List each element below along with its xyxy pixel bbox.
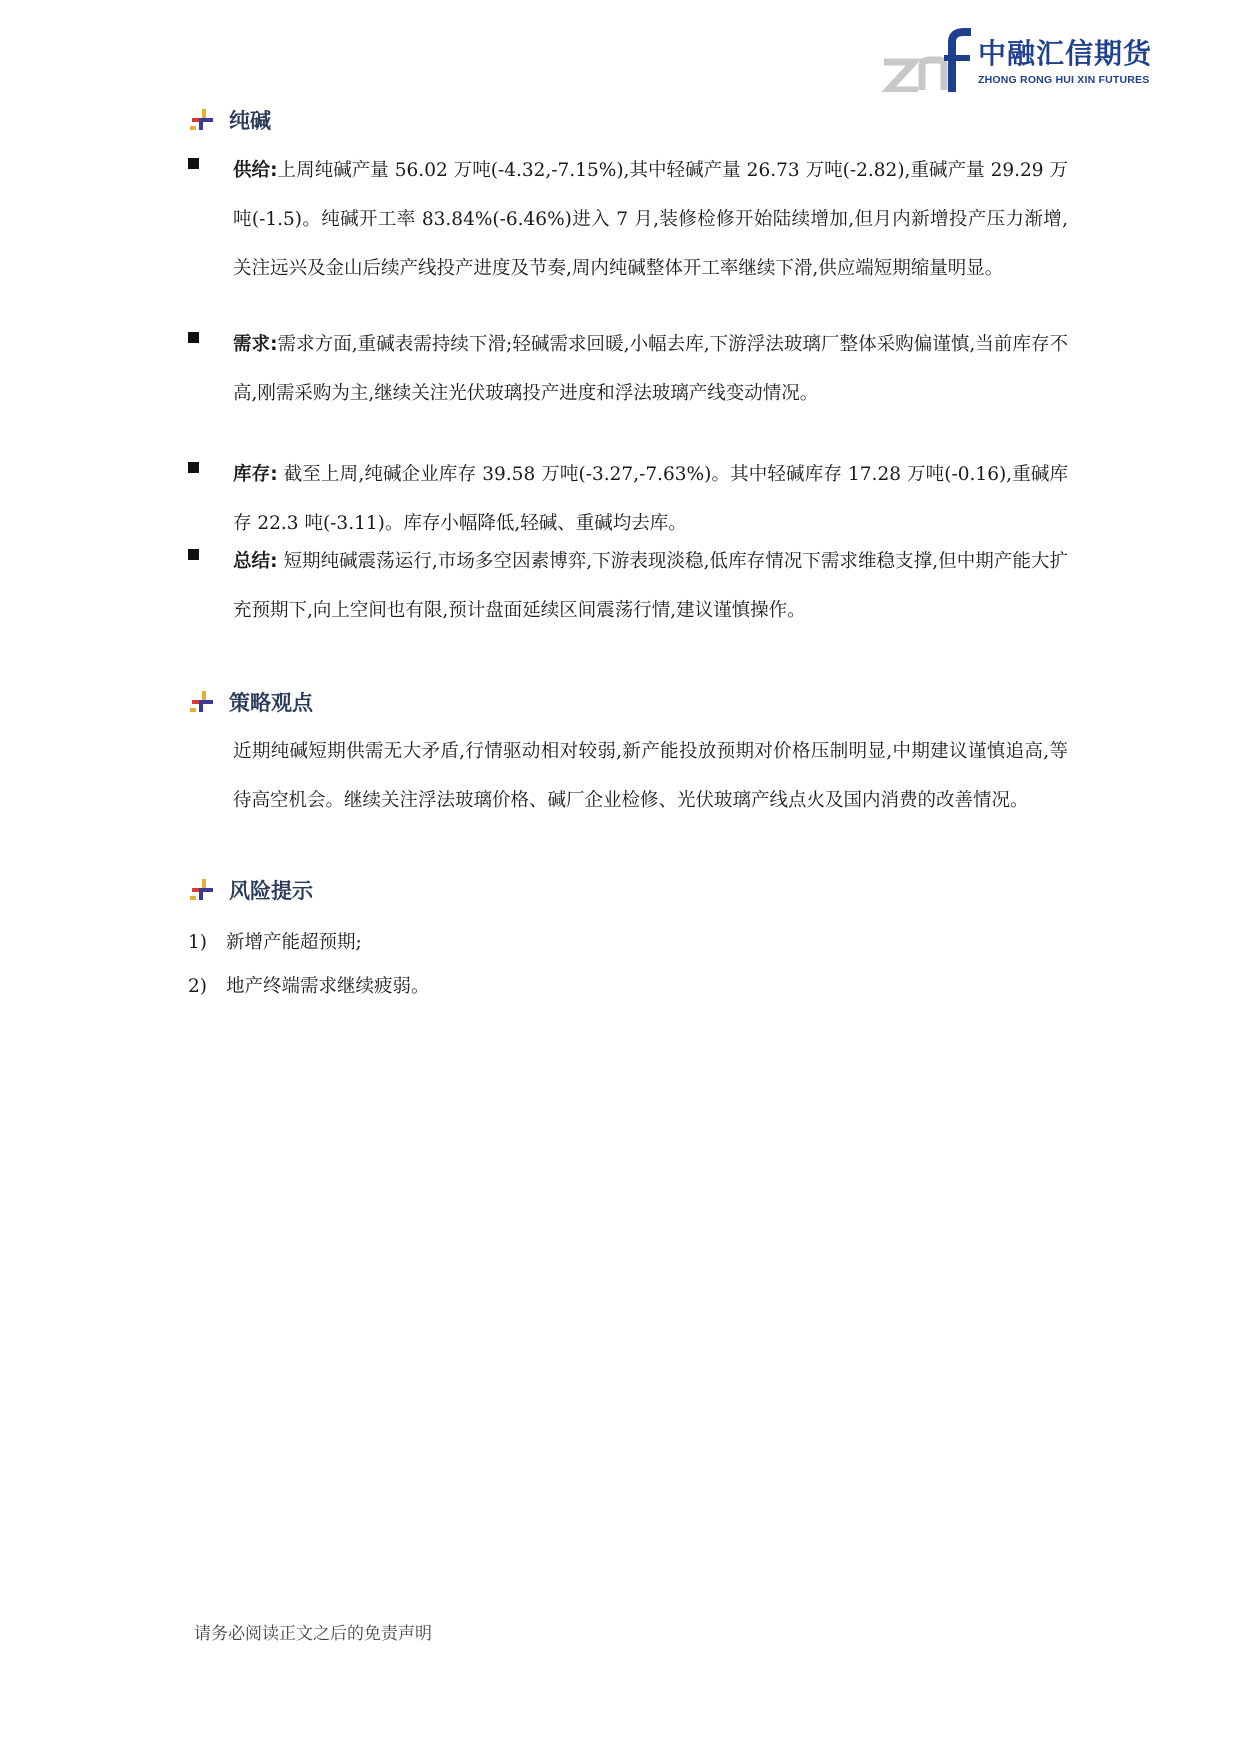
bullet-label: 总结: — [233, 551, 278, 572]
bullet-demand — [188, 320, 1068, 418]
section-heading-soda — [188, 104, 271, 136]
risk-item-text: 新增产能超预期; — [226, 932, 362, 953]
section-title: 纯碱 — [229, 109, 271, 133]
company-logo — [880, 28, 1160, 92]
section-heading-risk — [188, 874, 313, 906]
bullet-summary — [188, 537, 1068, 635]
section-heading-strategy — [188, 686, 313, 718]
risk-item-number: 2) — [188, 976, 207, 997]
risk-item-number: 1) — [188, 932, 207, 953]
square-bullet-icon — [188, 549, 199, 560]
cross-bullet-icon — [188, 877, 214, 903]
risk-item — [188, 928, 362, 954]
bullet-text: 短期纯碱震荡运行,市场多空因素博弈,下游表现淡稳,低库存情况下需求维稳支撑,但中期产能大扩充预期下,向上空间也有限,预计盘面延续区间震荡行情,建议谨慎操作。 — [233, 551, 1068, 621]
section-title: 风险提示 — [229, 879, 313, 903]
logo-english-name: ZHONG RONG HUI XIN FUTURES — [978, 74, 1150, 86]
znf-logo-mark-icon — [880, 28, 972, 92]
bullet-label: 需求: — [233, 334, 278, 355]
risk-item — [188, 972, 430, 998]
cross-bullet-icon — [188, 689, 214, 715]
bullet-label: 供给: — [233, 160, 278, 181]
strategy-paragraph: 近期纯碱短期供需无大矛盾,行情驱动相对较弱,新产能投放预期对价格压制明显,中期建议谨慎追高,等待高空机会。继续关注浮法玻璃价格、碱厂企业检修、光伏玻璃产线点火及国内消费的改善情况。 — [233, 741, 1068, 811]
section-title: 策略观点 — [229, 691, 313, 715]
bullet-label: 库存: — [233, 464, 278, 485]
cross-bullet-icon — [188, 107, 214, 133]
disclaimer-footer: 请务必阅读正文之后的免责声明 — [194, 1624, 432, 1644]
square-bullet-icon — [188, 462, 199, 473]
logo-chinese-name: 中融汇信期货 — [978, 37, 1153, 70]
square-bullet-icon — [188, 158, 199, 169]
square-bullet-icon — [188, 332, 199, 343]
risk-item-text: 地产终端需求继续疲弱。 — [226, 976, 430, 997]
bullet-inventory — [188, 450, 1068, 548]
bullet-text: 上周纯碱产量 56.02 万吨(-4.32,-7.15%),其中轻碱产量 26.73 万吨(-2.82),重碱产量 29.29 万吨(-1.5)。纯碱开工率 83.84%(-6.46%)进入 7 月,装修检修开始陆续增加,但月内新增投产压力渐增,关注远兴及金山后续产线投产进度及节奏,周内纯碱整体开工率继续下滑,供应端短期缩量明显。 — [233, 160, 1068, 279]
bullet-text: 需求方面,重碱表需持续下滑;轻碱需求回暖,小幅去库,下游浮法玻璃厂整体采购偏谨慎,当前库存不高,刚需采购为主,继续关注光伏玻璃投产进度和浮法玻璃产线变动情况。 — [233, 334, 1068, 404]
bullet-text: 截至上周,纯碱企业库存 39.58 万吨(-3.27,-7.63%)。其中轻碱库存 17.28 万吨(-0.16),重碱库存 22.3 吨(-3.11)。库存小幅降低,轻碱、重碱均去库。 — [233, 464, 1068, 534]
bullet-supply — [188, 146, 1068, 293]
